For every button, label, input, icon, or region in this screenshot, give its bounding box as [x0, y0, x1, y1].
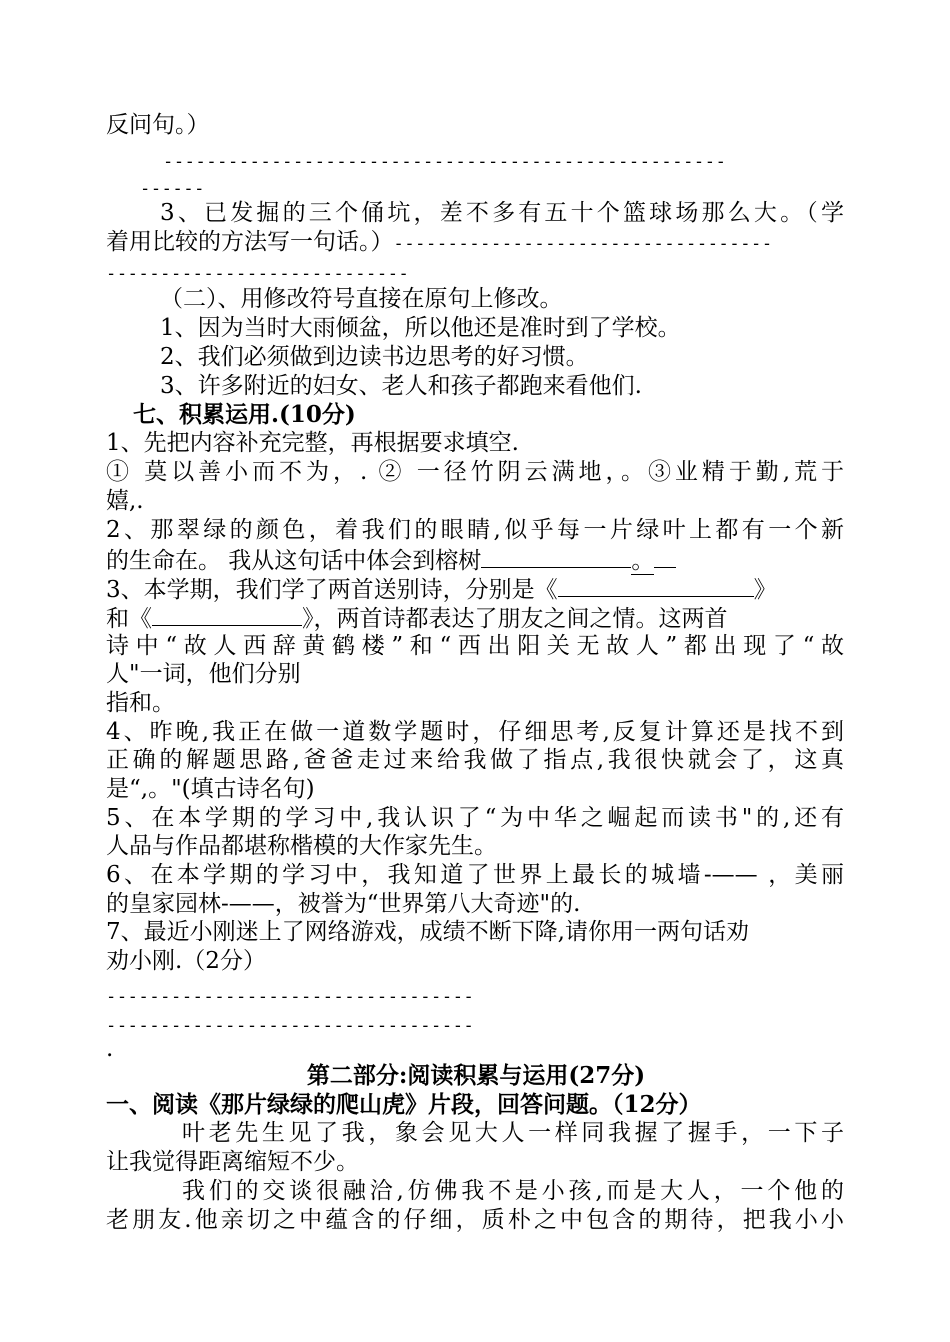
answer-dash-line: ----------------------------	[106, 264, 410, 284]
answer-dash-line: ----------------------------------	[106, 987, 475, 1007]
text-line	[106, 545, 846, 576]
sentence-3: 3、许多附近的妇女、老人和孩子都跑来看他们.	[160, 373, 642, 399]
text-line: 人"一词，他们分别	[106, 661, 301, 687]
item-3-text: 》，两首诗都表达了朋友之间之情。这两首	[302, 606, 728, 632]
section-seven-heading: 七、积累运用.(10分)	[133, 401, 356, 428]
sentence-1: 1、因为当时大雨倾盆，所以他还是准时到了学校。	[160, 315, 681, 341]
reading-section-heading: 一、阅读《那片绿绿的爬山虎》片段，回答问题。（12分）	[106, 1091, 702, 1118]
fill-blank[interactable]	[481, 545, 631, 568]
answer-dash-line: ----------------------------------	[106, 1016, 475, 1036]
text-line: 诗中“故人西辞黄鹤楼”和“西出阳关无故人”都出现了“故	[106, 633, 844, 659]
text-line	[106, 228, 846, 259]
part-two-title: 第二部分:阅读积累与运用(27分)	[306, 1062, 646, 1089]
passage-line: 叶老先生见了我，象会见大人一样同我握了握手，一下子	[182, 1120, 844, 1146]
text-line: 劝小刚.（2分）	[106, 948, 266, 974]
item-3-and: 和《	[106, 606, 152, 632]
passage-line: 我们的交谈很融洽,仿佛我不是小孩,而是大人，一个他的	[182, 1178, 844, 1204]
text-line: 指和。	[106, 690, 175, 716]
item-6: 6、在本学期的学习中，我知道了世界上最长的城墙-—— ，美丽	[106, 862, 844, 888]
text-line: 是“,。"(填古诗名句)	[106, 776, 315, 802]
item-3	[106, 574, 846, 605]
item-2: 2、那翠绿的颜色，着我们的眼睛,似乎每一片绿叶上都有一个新	[106, 517, 844, 543]
passage-line: 老朋友.他亲切之中蕴含的仔细，质朴之中包含的期待，把我小小	[106, 1207, 844, 1233]
text-line: 反问句。）	[106, 112, 210, 138]
item-1-poems: ① 莫以善小而不为，. ② 一径竹阴云满地，。③业精于勤,荒于	[106, 459, 844, 485]
fill-blank[interactable]	[152, 603, 302, 626]
question-3: 3、已发掘的三个俑坑，差不多有五十个篮球场那么大。（学	[160, 200, 844, 226]
text-line: 的皇家园林-——，被誉为“世界第八大奇迹"的.	[106, 891, 581, 917]
question-3-instruction: 着用比较的方法写一句话。）	[106, 229, 394, 255]
text-line: 正确的解题思路,爸爸走过来给我做了指点,我很快就会了，这真	[106, 747, 844, 773]
passage-line: 让我觉得距离缩短不少。	[106, 1149, 359, 1175]
section-heading: （二）、用修改符号直接在原句上修改。	[160, 286, 563, 312]
item-3-text: 3、本学期，我们学了两首送别诗，分别是《	[106, 577, 558, 603]
sentence-2: 2、我们必须做到边读书边思考的好习惯。	[160, 344, 589, 370]
fill-blank[interactable]	[558, 574, 754, 597]
item-2-text: 的生命在。 我从这句话中体会到榕树	[106, 548, 482, 574]
text-line: 嬉,.	[106, 488, 144, 514]
title-bracket: 》	[753, 577, 777, 603]
item-4: 4、昨晚,我正在做一道数学题时，仔细思考,反复计算还是找不到	[106, 719, 844, 745]
answer-dash-line: ----------------------------------------------------	[163, 152, 727, 172]
answer-dash-line: ------	[140, 179, 206, 199]
text-line: 人品与作品都堪称楷模的大作家先生。	[106, 833, 497, 859]
fill-blank[interactable]	[654, 545, 676, 568]
item-7: 7、最近小刚迷上了网络游戏，成绩不断下降,请你用一两句话劝	[106, 919, 749, 945]
answer-dash-line: -----------------------------------	[393, 234, 773, 254]
item-5: 5、在本学期的学习中,我认识了“为中华之崛起而读书"的,还有	[106, 805, 844, 831]
text-line	[106, 603, 846, 634]
item-1: 1、先把内容补充完整，再根据要求填空.	[106, 430, 519, 456]
blank-end: 。	[631, 548, 655, 574]
text-line: .	[106, 1036, 114, 1062]
